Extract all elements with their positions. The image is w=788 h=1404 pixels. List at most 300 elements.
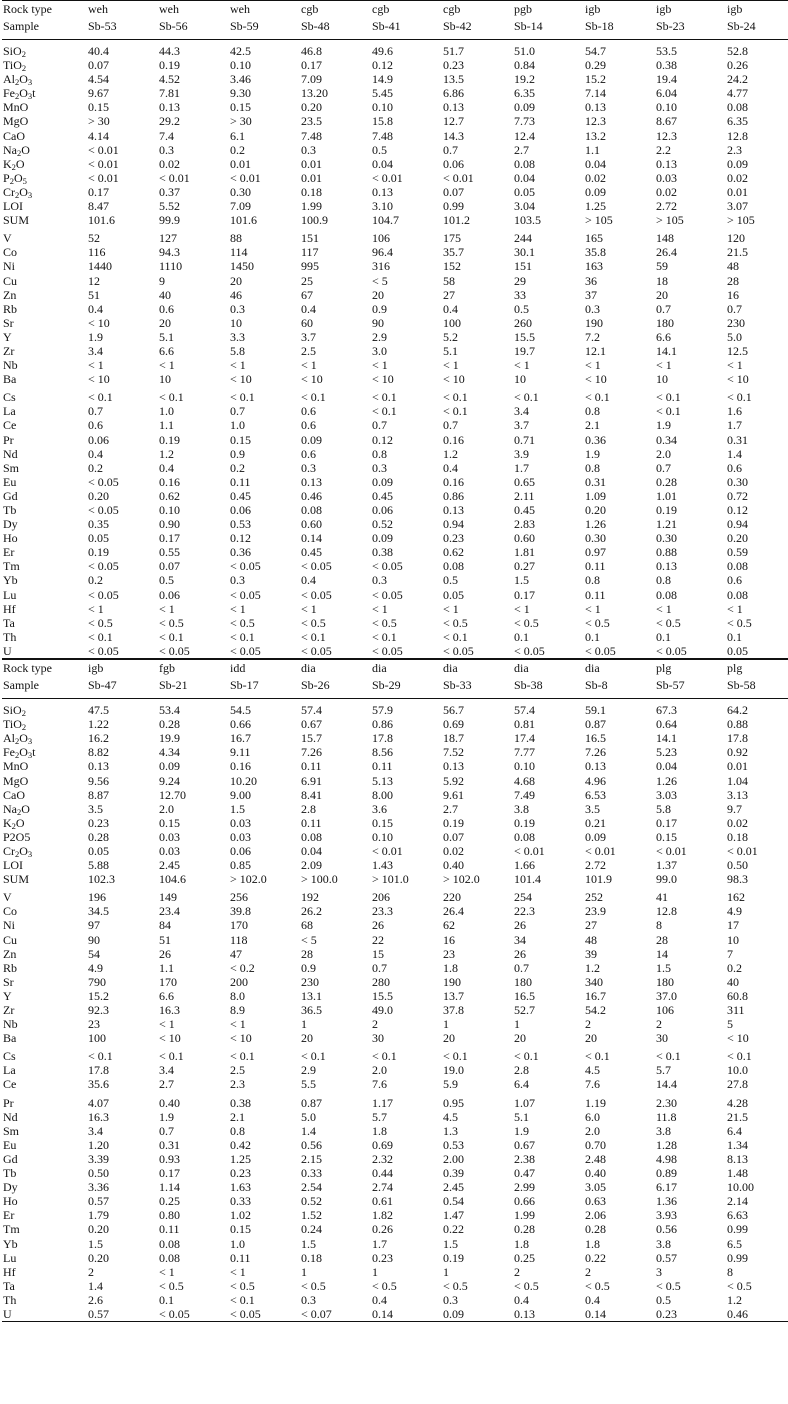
value-cell: 0.25 <box>514 1250 535 1265</box>
value-cell: 0.90 <box>159 517 180 532</box>
value-cell: < 0.1 <box>230 1292 255 1307</box>
value-cell: 3.04 <box>514 199 535 214</box>
value-cell: 0.08 <box>727 559 748 574</box>
value-cell: 0.10 <box>514 759 535 774</box>
value-cell: 13.1 <box>301 988 322 1003</box>
value-cell: 36 <box>585 273 597 288</box>
value-cell: 0.8 <box>585 460 600 475</box>
value-cell: 1.8 <box>514 1236 529 1251</box>
value-cell: 88 <box>230 231 242 246</box>
value-cell: 6.04 <box>656 86 677 101</box>
sample-row <box>2 18 788 40</box>
value-cell: 0.3 <box>301 142 316 157</box>
sample-id-cell: Sb-58 <box>726 677 788 699</box>
value-cell: > 105 <box>727 213 755 228</box>
value-cell: 2.8 <box>514 1063 529 1078</box>
value-cell: 2 <box>514 1264 520 1279</box>
value-cell: 19.9 <box>159 731 180 746</box>
value-cell: 116 <box>88 245 106 260</box>
table-row <box>2 545 788 559</box>
value-cell: 0.18 <box>301 1250 322 1265</box>
element-label: Cu <box>3 273 18 288</box>
table-row <box>2 947 788 961</box>
value-cell: 5.1 <box>443 343 458 358</box>
value-cell: 10 <box>514 372 526 387</box>
value-cell: 15.5 <box>514 329 535 344</box>
value-cell: 0.15 <box>656 829 677 844</box>
element-label: $Fe_2O_3t$ <box>3 86 36 102</box>
value-cell: 0.06 <box>372 503 393 517</box>
value-cell: 20 <box>159 315 171 330</box>
value-cell: 51.0 <box>514 44 535 58</box>
value-cell: 151 <box>301 231 319 246</box>
value-cell: 23.5 <box>301 114 322 129</box>
value-cell: 34 <box>514 932 526 947</box>
value-cell: 27 <box>585 918 597 933</box>
value-cell: 0.57 <box>88 1194 109 1209</box>
element-label: $Na_2O$ <box>3 801 30 817</box>
value-cell: > 105 <box>656 213 684 228</box>
value-cell: < 0.05 <box>158 1307 229 1322</box>
value-cell: 8.67 <box>656 114 677 129</box>
value-cell: 59 <box>656 259 668 274</box>
value-cell: 44.3 <box>159 44 180 58</box>
table-row <box>2 433 788 447</box>
table-row <box>2 989 788 1003</box>
value-cell: 6.86 <box>443 86 464 101</box>
value-cell: 0.31 <box>727 432 748 447</box>
value-cell: 11.8 <box>656 1109 677 1124</box>
value-cell: 0.13 <box>372 184 393 199</box>
value-cell: 3.10 <box>372 199 393 214</box>
value-cell: 0.10 <box>372 100 393 115</box>
element-label: Dy <box>3 517 18 532</box>
element-label: Ho <box>3 1194 18 1209</box>
sample-id-cell: Sb-23 <box>655 18 726 40</box>
value-cell: 0.10 <box>159 503 180 517</box>
value-cell: 3.7 <box>301 329 316 344</box>
value-cell: 26 <box>514 946 526 961</box>
element-label: $Al_2O_3$ <box>3 72 33 88</box>
value-cell: 4.68 <box>514 773 535 788</box>
value-cell: 52.8 <box>727 44 748 58</box>
value-cell: < 0.05 <box>372 587 403 602</box>
value-cell: 2 <box>88 1264 94 1279</box>
value-cell: 0.04 <box>372 156 393 171</box>
value-cell: 2 <box>372 1017 378 1032</box>
value-cell: 0.8 <box>585 404 600 419</box>
value-cell: < 0.1 <box>230 390 255 405</box>
value-cell: 0.5 <box>443 573 458 588</box>
value-cell: 0.67 <box>514 1137 535 1152</box>
rock-type-cell: plg <box>726 660 788 678</box>
value-cell: 0.38 <box>372 545 393 560</box>
value-cell: 0.4 <box>443 301 458 316</box>
value-cell: 26 <box>372 918 384 933</box>
element-label: Sr <box>3 315 14 330</box>
table-row <box>2 461 788 475</box>
value-cell: 0.15 <box>88 100 109 115</box>
value-cell: 20 <box>514 1031 526 1046</box>
value-cell: 84 <box>159 918 171 933</box>
value-cell: 97 <box>88 918 100 933</box>
value-cell: 1.5 <box>230 801 245 816</box>
value-cell: 0.13 <box>443 100 464 115</box>
value-cell: 0.18 <box>727 829 748 844</box>
table-row <box>2 129 788 143</box>
value-cell: 16.3 <box>88 1109 109 1124</box>
element-label: Er <box>3 545 15 560</box>
rock-type-cell: igb <box>655 1 726 19</box>
value-cell: 0.4 <box>301 301 316 316</box>
value-cell: 19.0 <box>443 1063 464 1078</box>
value-cell: 9.11 <box>230 745 251 760</box>
table-row <box>2 114 788 128</box>
value-cell: 3.9 <box>514 446 529 461</box>
value-cell: 0.71 <box>514 432 535 447</box>
value-cell: 8.82 <box>88 745 109 760</box>
value-cell: 244 <box>514 231 532 246</box>
table-row <box>2 1152 788 1166</box>
value-cell: 0.28 <box>88 829 109 844</box>
value-cell: 0.2 <box>88 460 103 475</box>
value-cell: 0.11 <box>585 559 606 574</box>
value-cell: 0.3 <box>230 301 245 316</box>
value-cell: < 1 <box>514 601 530 616</box>
value-cell: 0.17 <box>88 184 109 199</box>
value-cell: 7 <box>727 946 733 961</box>
value-cell: 192 <box>301 890 319 905</box>
value-cell: 21.5 <box>727 245 748 260</box>
value-cell: 0.09 <box>159 759 180 774</box>
value-cell: 5.0 <box>301 1109 316 1124</box>
value-cell: 3 <box>656 1264 662 1279</box>
sample-id-cell: Sb-24 <box>726 18 788 40</box>
value-cell: 0.03 <box>159 829 180 844</box>
table-row <box>2 1307 788 1322</box>
value-cell: 0.23 <box>443 531 464 546</box>
value-cell: 3.3 <box>230 329 245 344</box>
table-row <box>2 404 788 418</box>
sample-id-cell: Sb-57 <box>655 677 726 699</box>
value-cell: < 0.1 <box>372 1049 397 1064</box>
element-label: La <box>3 404 16 419</box>
value-cell: 6.35 <box>727 114 748 129</box>
element-label: Nd <box>3 1109 18 1124</box>
value-cell: 23.9 <box>585 904 606 919</box>
element-label: Zr <box>3 343 15 358</box>
table-row <box>2 157 788 171</box>
value-cell: 0.11 <box>301 759 322 774</box>
value-cell: 0.3 <box>159 142 174 157</box>
value-cell: 2.99 <box>514 1180 535 1195</box>
value-cell: 180 <box>656 974 674 989</box>
value-cell: 0.08 <box>514 829 535 844</box>
value-cell: 0.08 <box>514 156 535 171</box>
value-cell: 39.8 <box>230 904 251 919</box>
value-cell: 67.3 <box>656 703 677 718</box>
value-cell: 0.20 <box>88 488 109 503</box>
value-cell: 0.16 <box>159 474 180 489</box>
value-cell: 114 <box>230 245 248 260</box>
table-row <box>2 918 788 932</box>
value-cell: 0.03 <box>656 170 677 185</box>
element-label: Ni <box>3 259 15 274</box>
value-cell: 0.9 <box>230 446 245 461</box>
value-cell: < 0.1 <box>585 390 610 405</box>
value-cell: 52.7 <box>514 1003 535 1017</box>
value-cell: 106 <box>372 231 390 246</box>
value-cell: 59.1 <box>585 703 606 718</box>
element-label: Er <box>3 1208 15 1223</box>
element-label: Co <box>3 245 18 260</box>
value-cell: 0.56 <box>301 1137 322 1152</box>
value-cell: 9.24 <box>159 773 180 788</box>
value-cell: < 0.05 <box>513 644 584 659</box>
value-cell: 35.7 <box>443 245 464 260</box>
element-label: MgO <box>3 773 29 788</box>
value-cell: 0.13 <box>656 156 677 171</box>
value-cell: 7.4 <box>159 128 174 143</box>
table-row <box>2 475 788 489</box>
value-cell: < 1 <box>301 358 317 373</box>
table-row <box>2 1194 788 1208</box>
table-row <box>2 872 788 886</box>
value-cell: < 1 <box>88 358 104 373</box>
table-row <box>2 975 788 989</box>
value-cell: 1 <box>443 1017 449 1032</box>
value-cell: 1440 <box>88 259 112 274</box>
value-cell: 175 <box>443 231 461 246</box>
rock-type-cell: fgb <box>158 660 229 678</box>
value-cell: 2.83 <box>514 517 535 532</box>
value-cell: 12.70 <box>159 787 186 802</box>
value-cell: 10 <box>230 315 242 330</box>
element-label: CaO <box>3 787 25 802</box>
value-cell: < 1 <box>301 601 317 616</box>
value-cell: 0.8 <box>585 573 600 588</box>
value-cell: 0.01 <box>301 156 322 171</box>
value-cell: 1.25 <box>585 199 606 214</box>
value-cell: 0.23 <box>655 1307 726 1322</box>
table-row <box>2 344 788 358</box>
value-cell: 1110 <box>159 259 183 274</box>
value-cell: 0.15 <box>230 100 251 115</box>
sample-id-cell: Sb-56 <box>158 18 229 40</box>
value-cell: 3.0 <box>372 343 387 358</box>
element-label: Pr <box>3 1095 14 1110</box>
sample-id-cell: Sb-41 <box>371 18 442 40</box>
element-label: Sm <box>3 460 20 475</box>
value-cell: 0.13 <box>443 759 464 774</box>
value-cell: 3.5 <box>585 801 600 816</box>
value-cell: < 0.1 <box>514 1049 539 1064</box>
value-cell: 1 <box>443 1264 449 1279</box>
value-cell: 30.1 <box>514 245 535 260</box>
value-cell: 18 <box>656 273 668 288</box>
value-cell: 16.7 <box>585 988 606 1003</box>
value-cell: 60.8 <box>727 988 748 1003</box>
value-cell: < 0.1 <box>443 404 468 419</box>
table-row <box>2 1003 788 1017</box>
value-cell: 0.05 <box>726 644 788 659</box>
value-cell: 0.02 <box>585 170 606 185</box>
rock-type-cell: pgb <box>513 1 584 19</box>
value-cell: 20 <box>585 1031 597 1046</box>
value-cell: 0.6 <box>727 460 742 475</box>
value-cell: < 0.1 <box>88 629 113 644</box>
value-cell: 0.87 <box>301 1095 322 1110</box>
value-cell: < 0.01 <box>230 170 261 185</box>
value-cell: 3.8 <box>656 1236 671 1251</box>
element-label: MnO <box>3 100 29 115</box>
value-cell: 0.14 <box>301 531 322 546</box>
value-cell: 118 <box>230 932 248 947</box>
element-label: Ba <box>3 372 17 387</box>
value-cell: < 1 <box>230 1017 246 1032</box>
value-cell: 0.39 <box>443 1166 464 1181</box>
table-row <box>2 774 788 788</box>
value-cell: 7.09 <box>230 199 251 214</box>
value-cell: 1.5 <box>514 573 529 588</box>
sample-id-cell: Sb-21 <box>158 677 229 699</box>
table-row <box>2 1208 788 1222</box>
table-row <box>2 699 788 718</box>
value-cell: 200 <box>230 974 248 989</box>
table-row <box>2 1237 788 1251</box>
element-label: Rb <box>3 301 18 316</box>
value-cell: 57.4 <box>514 703 535 718</box>
value-cell: < 0.01 <box>88 170 119 185</box>
value-cell: 1.3 <box>443 1123 458 1138</box>
value-cell: < 1 <box>230 601 246 616</box>
sample-id-cell: Sb-38 <box>513 677 584 699</box>
value-cell: > 30 <box>230 114 252 129</box>
value-cell: 1.07 <box>514 1095 535 1110</box>
value-cell: 0.22 <box>585 1250 606 1265</box>
value-cell: 0.1 <box>585 629 600 644</box>
table-row <box>2 302 788 316</box>
value-cell: < 10 <box>230 372 252 387</box>
value-cell: 4.54 <box>88 72 109 87</box>
value-cell: 0.5 <box>372 142 387 157</box>
value-cell: < 0.5 <box>230 615 255 630</box>
value-cell: < 0.01 <box>514 843 545 858</box>
table-row <box>2 602 788 616</box>
value-cell: 24.2 <box>727 72 748 87</box>
value-cell: 196 <box>88 890 106 905</box>
value-cell: 7.2 <box>585 329 600 344</box>
value-cell: 2.48 <box>585 1151 606 1166</box>
value-cell: 0.09 <box>585 829 606 844</box>
value-cell: 0.06 <box>88 432 109 447</box>
element-label: $P_2O_5$ <box>3 170 27 186</box>
value-cell: 0.19 <box>443 1250 464 1265</box>
value-cell: 40 <box>727 974 739 989</box>
element-label: Lu <box>3 587 17 602</box>
value-cell: 0.1 <box>159 1292 174 1307</box>
table-row <box>2 517 788 531</box>
value-cell: 12.3 <box>585 114 606 129</box>
sample-id-cell: Sb-17 <box>229 677 300 699</box>
value-cell: 2 <box>585 1264 591 1279</box>
value-cell: 0.06 <box>159 587 180 602</box>
value-cell: 20 <box>443 1031 455 1046</box>
element-label: Nd <box>3 446 18 461</box>
value-cell: < 0.5 <box>443 1278 468 1293</box>
value-cell: < 1 <box>88 601 104 616</box>
value-cell: 220 <box>443 890 461 905</box>
value-cell: 15.2 <box>88 988 109 1003</box>
value-cell: 0.72 <box>727 488 748 503</box>
value-cell: 0.11 <box>301 815 322 830</box>
value-cell: < 0.5 <box>372 615 397 630</box>
table-row <box>2 227 788 245</box>
table-row <box>2 143 788 157</box>
value-cell: 0.4 <box>585 1292 600 1307</box>
value-cell: 64.2 <box>727 703 748 718</box>
value-cell: 0.05 <box>88 531 109 546</box>
value-cell: 12.5 <box>727 343 748 358</box>
value-cell: 0.10 <box>656 100 677 115</box>
value-cell: 4.28 <box>727 1095 748 1110</box>
value-cell: < 5 <box>372 273 388 288</box>
value-cell: 92.3 <box>88 1003 109 1017</box>
rock-type-cell: igb <box>584 1 655 19</box>
value-cell: 117 <box>301 245 319 260</box>
sample-id-cell: Sb-33 <box>442 677 513 699</box>
value-cell: 14.1 <box>656 731 677 746</box>
value-cell: 18.7 <box>443 731 464 746</box>
element-label: Cs <box>3 390 16 405</box>
value-cell: 2 <box>585 1017 591 1032</box>
value-cell: < 0.5 <box>514 1278 539 1293</box>
value-cell: 101.2 <box>443 213 470 228</box>
value-cell: 0.09 <box>372 531 393 546</box>
value-cell: 0.9 <box>301 960 316 975</box>
value-cell: 52 <box>88 231 100 246</box>
value-cell: 8.47 <box>88 199 109 214</box>
value-cell: 0.16 <box>443 474 464 489</box>
value-cell: < 0.5 <box>443 615 468 630</box>
value-cell: 0.31 <box>159 1137 180 1152</box>
value-cell: 0.38 <box>230 1095 251 1110</box>
table-row <box>2 72 788 86</box>
value-cell: 0.07 <box>443 829 464 844</box>
value-cell: 0.04 <box>301 843 322 858</box>
value-cell: 1.0 <box>159 404 174 419</box>
value-cell: 3.03 <box>656 787 677 802</box>
value-cell: 340 <box>585 974 603 989</box>
value-cell: 42.5 <box>230 44 251 58</box>
table-row <box>2 886 788 904</box>
value-cell: 0.45 <box>372 488 393 503</box>
value-cell: < 0.05 <box>88 559 119 574</box>
value-cell: < 0.05 <box>88 503 119 517</box>
value-cell: 1.9 <box>514 1123 529 1138</box>
value-cell: 0.09 <box>727 156 748 171</box>
value-cell: 120 <box>727 231 745 246</box>
value-cell: 148 <box>656 231 674 246</box>
value-cell: 9.61 <box>443 787 464 802</box>
value-cell: 0.5 <box>159 573 174 588</box>
value-cell: 0.40 <box>443 858 464 873</box>
value-cell: 1.7 <box>514 460 529 475</box>
value-cell: < 0.01 <box>585 843 616 858</box>
value-cell: < 1 <box>159 358 175 373</box>
value-cell: 0.17 <box>301 58 322 73</box>
value-cell: 57.9 <box>372 703 393 718</box>
